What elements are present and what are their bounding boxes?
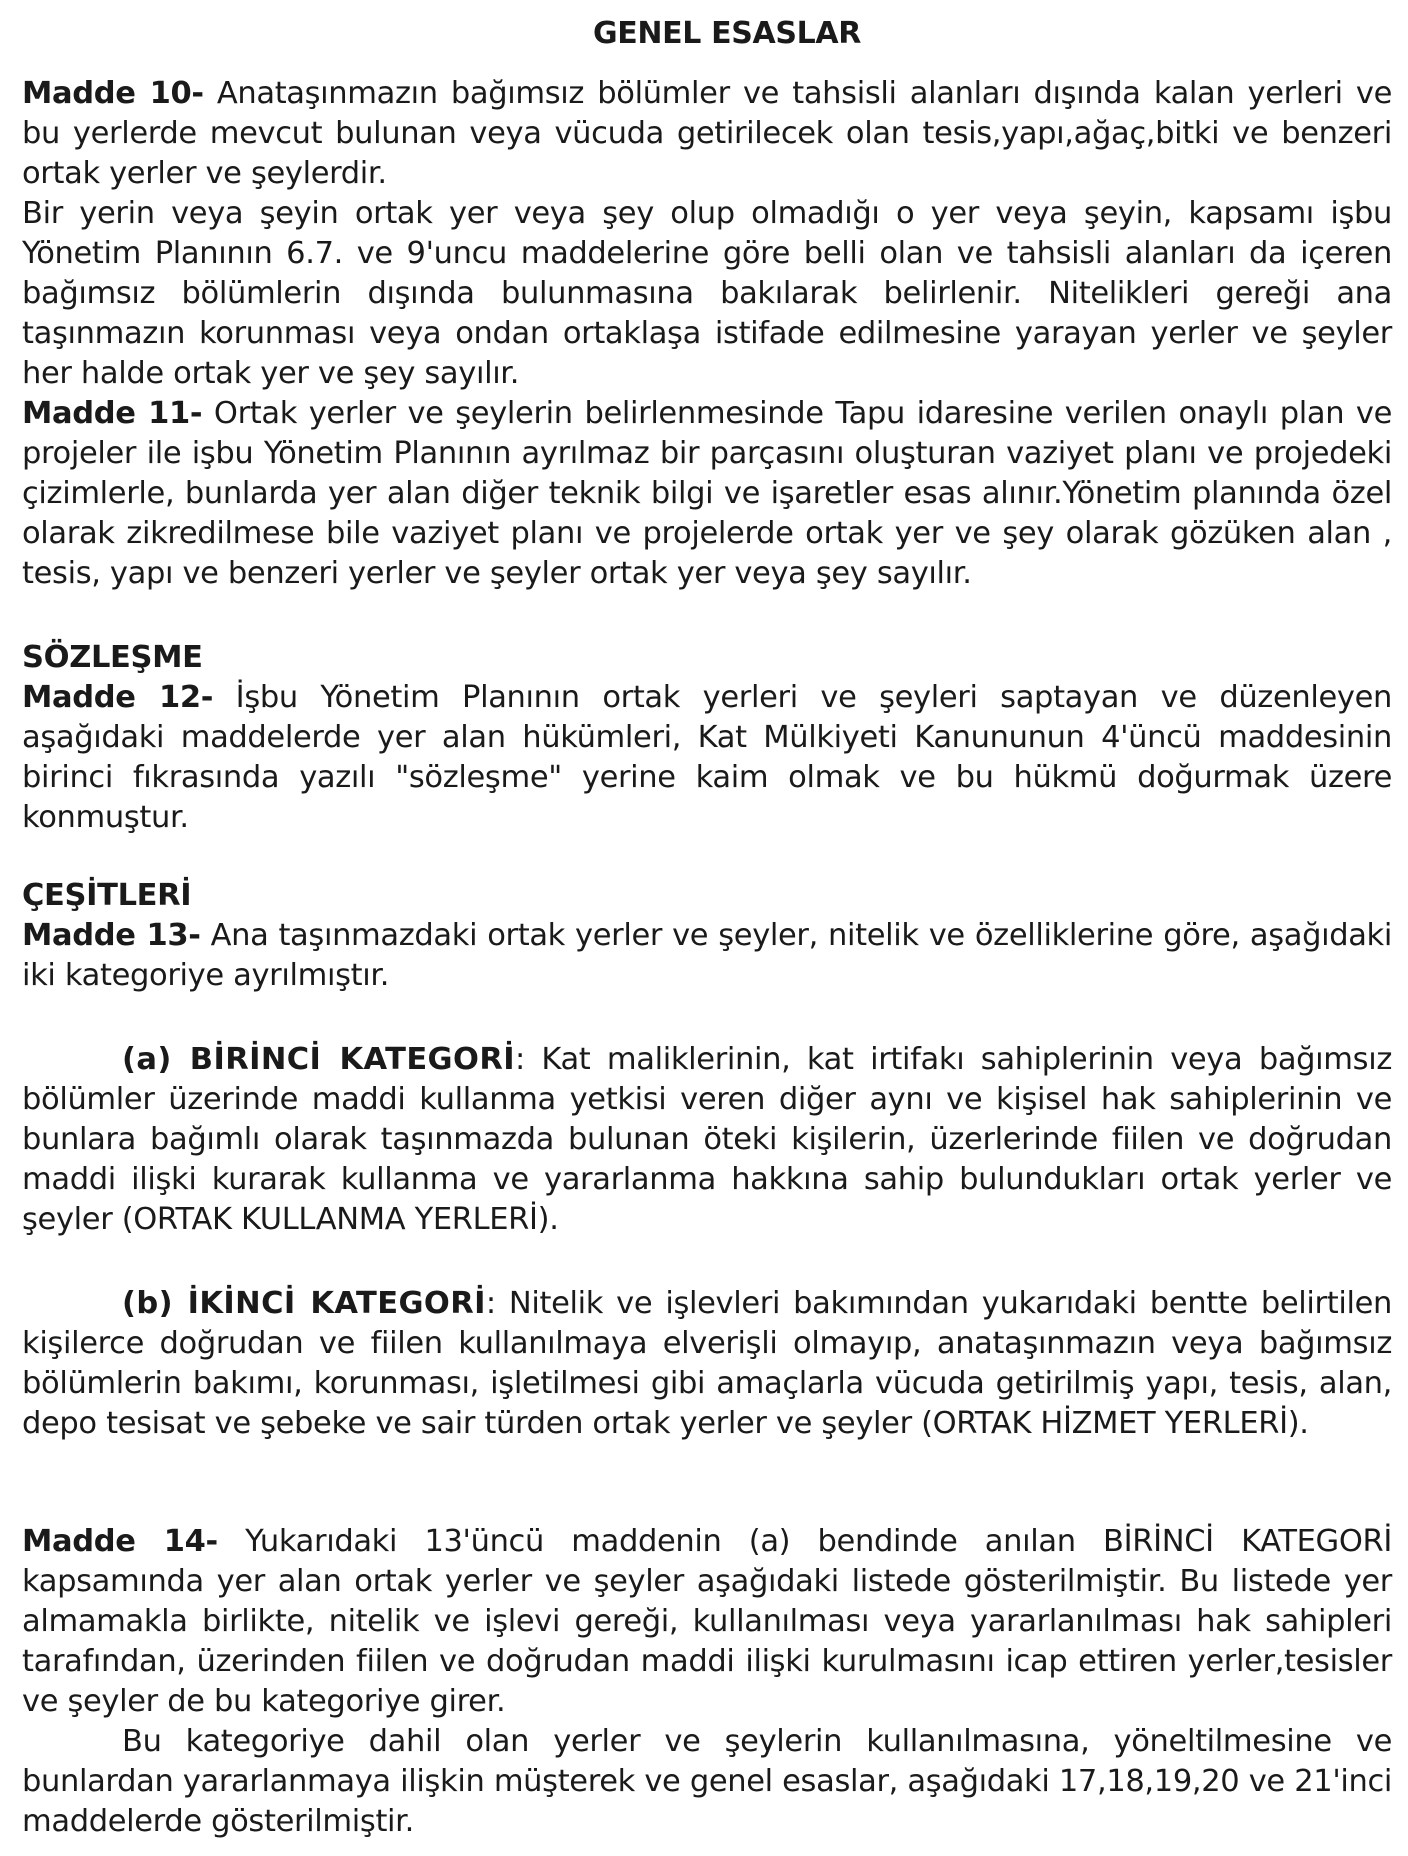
madde-12-number: Madde 12- bbox=[22, 680, 214, 715]
madde-10-number: Madde 10- bbox=[22, 76, 204, 111]
madde-14-paragraph-2: Bu kategoriye dahil olan yerler ve şeylerin kullanılmasına, yöneltilmesine ve bunlardan yararlanmaya ilişkin müşterek ve genel esaslar, aşağıdaki 17,18,19,20 ve 21'inci maddelerde gösterilmiştir. bbox=[22, 1724, 1392, 1839]
madde-10-paragraph-2: Bir yerin veya şeyin ortak yer veya şey olup olmadığı o yer veya şeyin, kapsamı işbu Yönetim Planının 6.7. ve 9'uncu maddelerine göre belli olan ve tahsisli alanları da içeren bağımsız bölümlerin dışında bulunmasına bakılarak belirlenir. Nitelikleri gereği ana taşınmazın korunması veya ondan ortaklaşa istifade edilmesine yarayan yerler ve şeyler her halde ortak yer ve şey sayılır. bbox=[22, 196, 1392, 391]
madde-12-text: İşbu Yönetim Planının ortak yerleri ve şeyleri saptayan ve düzenleyen aşağıdaki maddelerde yer alan hükümleri, Kat Mülkiyeti Kanununun 4'üncü maddesinin birinci fıkrasında yazılı "sözleşme" yerine kaim olmak ve bu hükmü doğurmak üzere konmuştur. bbox=[22, 680, 1392, 835]
category-a-text: : Kat maliklerinin, kat irtifakı sahiplerinin veya bağımsız bölümler üzerinde maddi kullanma yetkisi veren diğer aynı ve kişisel hak sahiplerinin ve bunlara bağımlı olarak taşınmazda bulunan öteki kişilerin, üzerlerinde fiilen ve doğrudan maddi ilişki kurarak kullanma ve yararlanma hakkına sahip bulundukları ortak yerler ve şeyler (ORTAK KULLANMA YERLERİ). bbox=[22, 1042, 1392, 1237]
category-b-text: : Nitelik ve işlevleri bakımından yukarıdaki bentte belirtilen kişilerce doğrudan ve fiilen kullanılmaya elverişli olmayıp, anataşınmazın veya bağımsız bölümlerin bakımı, korunması, işletilmesi gibi amaçlarla vücuda getirilmiş yapı, tesis, alan, depo tesisat ve şebeke ve sair türden ortak yerler ve şeyler (ORTAK HİZMET YERLERİ). bbox=[22, 1286, 1392, 1441]
category-a-label: (a) BİRİNCİ KATEGORİ bbox=[122, 1042, 515, 1077]
page-title: GENEL ESASLAR bbox=[592, 16, 862, 51]
cesitleri-heading: ÇEŞİTLERİ bbox=[22, 878, 192, 913]
sozlesme-heading: SÖZLEŞME bbox=[22, 640, 203, 675]
madde-14-text: Yukarıdaki 13'üncü maddenin (a) bendinde anılan BİRİNCİ KATEGORİ kapsamında yer alan ortak yerler ve şeyler aşağıdaki listede gösterilmiştir. Bu listede yer almamakla birlikte, nitelik ve işlevi gereği, kullanılması veya yararlanılması hak sahipleri tarafından, üzerinden fiilen ve doğrudan maddi ilişki kurulmasını icap ettiren yerler,tesisler ve şeyler de bu kategoriye girer. bbox=[22, 1524, 1392, 1719]
madde-10-text: Anataşınmazın bağımsız bölümler ve tahsisli alanları dışında kalan yerleri ve bu yerlerde mevcut bulunan veya vücuda getirilecek olan tesis,yapı,ağaç,bitki ve benzeri ortak yerler ve şeylerdir. bbox=[22, 76, 1392, 191]
category-b-label: (b) İKİNCİ KATEGORİ bbox=[122, 1286, 486, 1321]
madde-10-paragraph bbox=[22, 74, 1392, 194]
madde-14-paragraph bbox=[22, 1522, 1392, 1722]
madde-11-paragraph bbox=[22, 394, 1392, 594]
madde-13-text: Ana taşınmazdaki ortak yerler ve şeyler, nitelik ve özelliklerine göre, aşağıdaki iki kategoriye ayrılmıştır. bbox=[22, 918, 1392, 993]
madde-12-paragraph bbox=[22, 678, 1392, 838]
document-page bbox=[22, 14, 1392, 1842]
madde-13-paragraph bbox=[22, 916, 1392, 996]
madde-11-number: Madde 11- bbox=[22, 396, 203, 431]
madde-13-number: Madde 13- bbox=[22, 918, 201, 953]
category-b-paragraph bbox=[22, 1284, 1392, 1444]
madde-11-text: Ortak yerler ve şeylerin belirlenmesinde Tapu idaresine verilen onaylı plan ve projeler ile işbu Yönetim Planının ayrılmaz bir parçasını oluşturan vaziyet planı ve projedeki çizimlerle, bunlarda yer alan diğer teknik bilgi ve işaretler esas alınır.Yönetim planında özel olarak zikredilmese bile vaziyet planı ve projelerde ortak yer ve şey olarak gözüken alan , tesis, yapı ve benzeri yerler ve şeyler ortak yer veya şey sayılır. bbox=[22, 396, 1392, 591]
madde-14-number: Madde 14- bbox=[22, 1524, 218, 1559]
category-a-paragraph bbox=[22, 1040, 1392, 1240]
